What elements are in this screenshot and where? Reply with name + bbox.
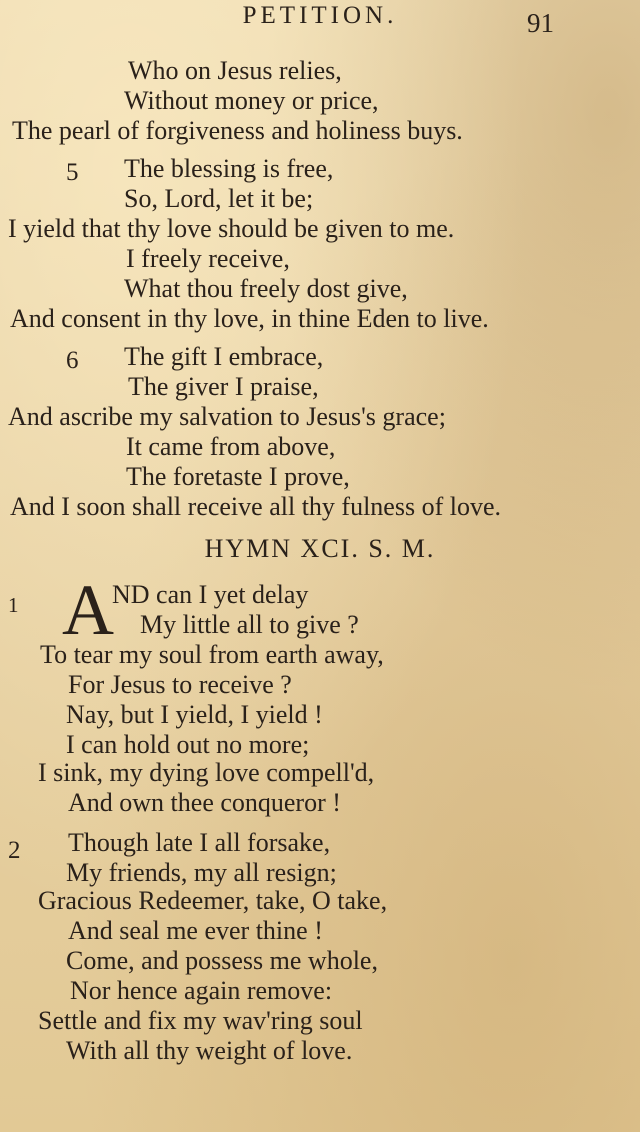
- hymn-line: What thou freely dost give,: [124, 274, 408, 303]
- hymn-title: HYMN XCI. S. M.: [204, 534, 436, 563]
- hymn-line: Though late I all forsake,: [68, 828, 331, 857]
- hymn-line: And seal me ever thine !: [68, 916, 323, 945]
- hymn-line: I yield that thy love should be given to me.: [8, 214, 455, 243]
- hymn-line: The blessing is free,: [124, 154, 334, 183]
- hymn-line: My friends, my all resign;: [66, 858, 337, 887]
- hymn-line: The pearl of forgiveness and holiness buys.: [12, 116, 463, 145]
- hymn-line: It came from above,: [126, 432, 336, 461]
- drop-cap: A: [62, 570, 114, 650]
- running-head: PETITION.: [242, 2, 398, 29]
- hymn-line: Gracious Redeemer, take, O take,: [38, 886, 388, 915]
- hymn-line: And consent in thy love, in thine Eden to live.: [10, 304, 489, 333]
- hymn-line: For Jesus to receive ?: [68, 670, 292, 699]
- stanza-number: 6: [66, 347, 79, 374]
- hymn-line: Nor hence again remove:: [70, 976, 333, 1005]
- hymn-line: Without money or price,: [124, 86, 379, 115]
- hymn-line: Come, and possess me whole,: [66, 946, 378, 975]
- hymn-line: The foretaste I prove,: [126, 462, 350, 491]
- hymn-line: I sink, my dying love compell'd,: [38, 758, 375, 787]
- hymn-line: And own thee conqueror !: [68, 788, 341, 817]
- hymn-line: The gift I embrace,: [124, 342, 324, 371]
- hymn-line: With all thy weight of love.: [66, 1036, 353, 1065]
- hymn-line: ND can I yet delay: [112, 580, 309, 609]
- hymn-line: So, Lord, let it be;: [124, 184, 314, 213]
- hymn-line: Settle and fix my wav'ring soul: [38, 1006, 363, 1035]
- stanza-number: 1: [8, 593, 19, 617]
- hymn-line: And I soon shall receive all thy fulness of love.: [10, 492, 501, 521]
- hymn-line: Nay, but I yield, I yield !: [66, 700, 323, 729]
- hymn-line: To tear my soul from earth away,: [40, 640, 384, 669]
- hymn-line: Who on Jesus relies,: [128, 56, 342, 85]
- hymn-line: My little all to give ?: [140, 610, 359, 639]
- hymn-line: I can hold out no more;: [66, 730, 310, 759]
- hymn-line: I freely receive,: [126, 244, 290, 273]
- hymn-line: And ascribe my salvation to Jesus's grace;: [8, 402, 446, 431]
- stanza-number: 2: [8, 837, 21, 864]
- stanza-number: 5: [66, 159, 79, 186]
- hymn-line: The giver I praise,: [128, 372, 319, 401]
- page-number: 91: [527, 8, 554, 38]
